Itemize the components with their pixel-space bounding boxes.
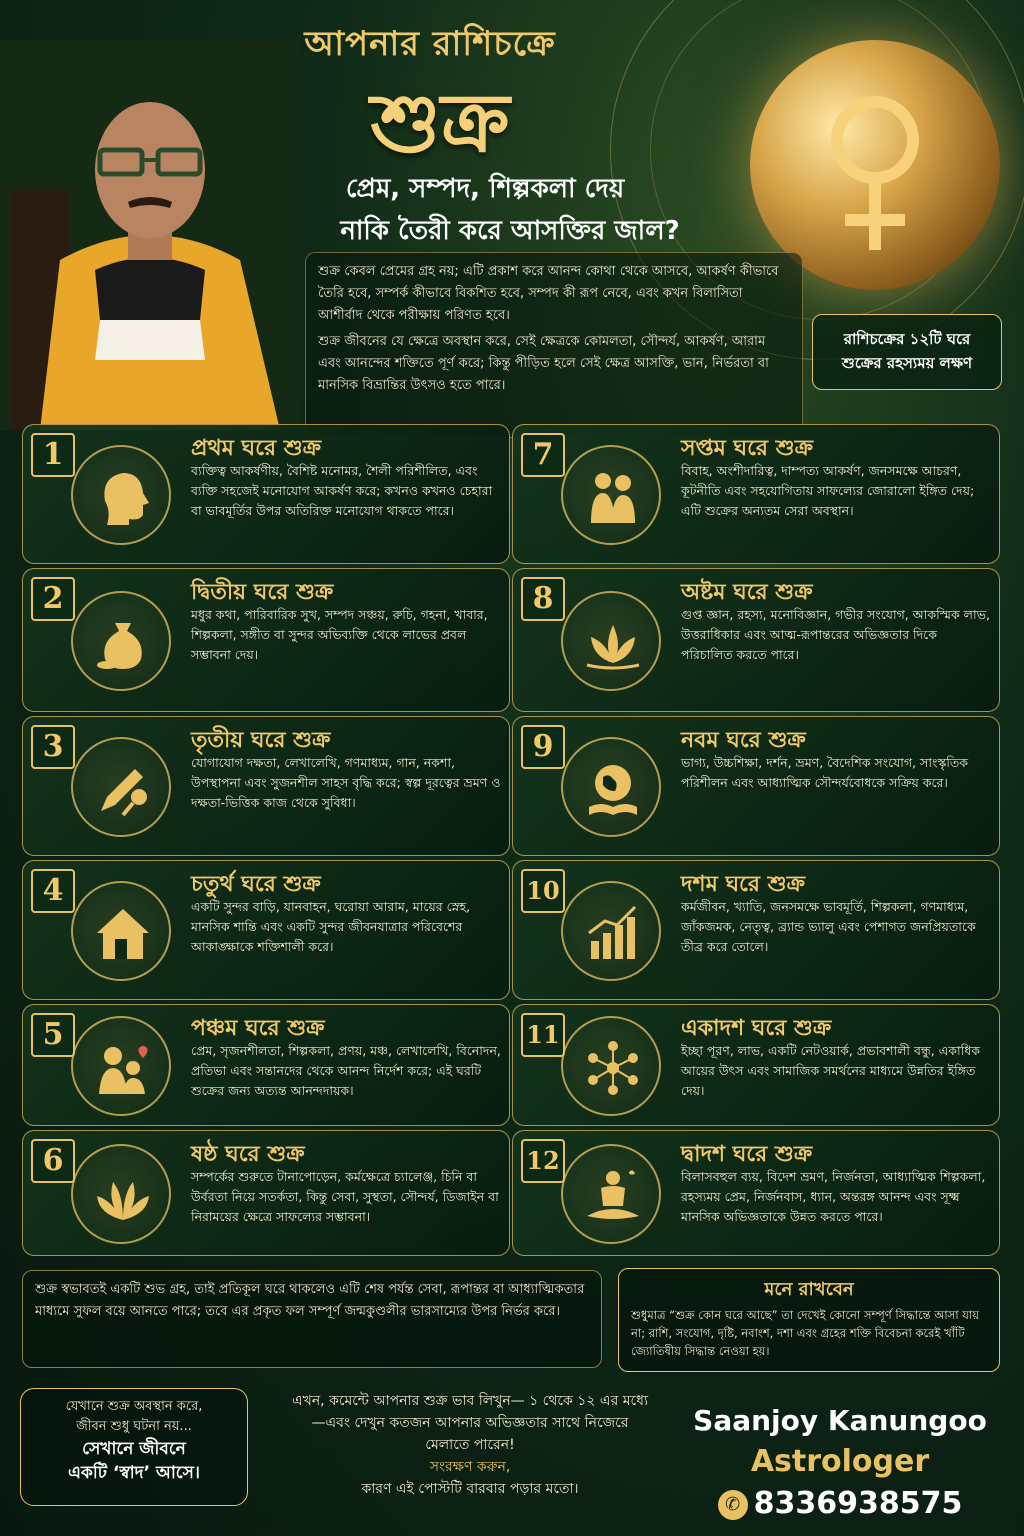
couple-icon	[561, 445, 661, 545]
house-title: দ্বাদশ ঘরে শুক্র	[681, 1142, 813, 1167]
house-description: ব্যক্তিত্ব আকর্ষণীয়, বৈশিষ্ট মনোমর, শৈলী পরিশীলিত, এবং ব্যক্তি সহজেই মনোযোগ আকর্ষণ করে; কখনও কখনও চেহারা বা ভাবমূর্তির উপর অতিরিক্ত মনোযোগ থাকতে পারে।	[191, 463, 493, 518]
house-card-10	[512, 860, 1000, 1000]
question-line1: প্রেম, সম্পদ, শিল্পকলা দেয়	[345, 174, 625, 204]
remember-text: শুধুমাত্র “শুক্র কোন ঘরে আছে” তা দেখেই কোনো সম্পূর্ণ সিদ্ধান্তে আসা যায় না; রাশি, সংযোগ, দৃষ্টি, নবাংশ, দশা এবং গ্রহের শক্তি বিবেচনা করেই খাঁটি জ্যোতিষীয় সিদ্ধান্ত নেওয়া হয়।	[631, 1308, 979, 1358]
house-title: প্রথম ঘরে শুক্র	[191, 436, 322, 461]
quote-line4: একটি ‘স্বাদ’ আসে।	[68, 1463, 200, 1483]
house-description: একটি সুন্দর বাড়ি, যানবাহন, ঘরোয়া আরাম, মায়ের স্নেহ, মানসিক শান্তি এবং একটি সুন্দর জীবনযাত্রার পরিবেশের আকাঙ্ক্ষাকে শক্তিশালী করে।	[191, 899, 471, 954]
lotus-icon	[561, 591, 661, 691]
house-card-6	[22, 1130, 510, 1256]
call-to-action	[290, 1390, 650, 1500]
intro-paragraph-1: শুক্র কেবল প্রেমের গ্রহ নয়; এটি প্রকাশ করে আনন্দ কোথা থেকে আসবে, আকর্ষণ কীভাবে তৈরি হবে, সম্পর্ক কীভাবে বিকশিত হবে, সম্পদ কী রূপ নেবে, এবং কখন বিলাসিতা আশীর্বাদ থেকে পরীক্ষায় পরিণত হবে।	[318, 264, 779, 323]
intro-box	[305, 252, 803, 438]
house-number-badge: 4	[31, 869, 75, 913]
house-title: ষষ্ঠ ঘরে শুক্র	[191, 1142, 305, 1167]
page-title-main: শুক্র	[370, 76, 510, 171]
intro-paragraph-2: শুক্র জীবনের যে ক্ষেত্রে অবস্থান করে, সেই ক্ষেত্রকে কোমলতা, সৌন্দর্য, আকর্ষণ, আরাম এবং আনন্দের শক্তিতে পূর্ণ করে; কিন্তু পীড়িত হলে সেই ক্ষেত্র আসক্তি, ভান, নির্ভরতা বা মানসিক বিভ্রান্তির উৎসও হতে পারে।	[318, 334, 769, 393]
house-card-2	[22, 568, 510, 712]
house-number-badge: 9	[521, 725, 565, 769]
pen-microphone-icon	[71, 737, 171, 837]
house-card-5	[22, 1004, 510, 1126]
network-icon	[561, 1016, 661, 1116]
phone-icon: ✆	[718, 1490, 748, 1520]
house-description: বিবাহ, অংশীদারিত্ব, দাম্পত্য আকর্ষণ, জনসমক্ষে আচরণ, কূটনীতি এবং সহযোগিতায় সাফল্যের জোরালো ইঙ্গিত দেয়; এটি শুক্রের অন্যতম সেরা অবস্থান।	[681, 463, 975, 518]
house-card-8	[512, 568, 1000, 712]
head-profile-icon	[71, 445, 171, 545]
house-description: বিলাসবহুল ব্যয়, বিদেশ ভ্রমণ, নির্জনতা, আধ্যাত্মিক শিল্পকলা, রহস্যময় প্রেম, নির্জনবাস, ধ্যান, অন্তরঙ্গ আনন্দ এবং সূক্ষ্ম মানসিক অভিজ্ঞতাকে উন্নত করতে পারে।	[681, 1169, 986, 1224]
astrologer-portrait	[0, 40, 300, 430]
house-number-badge: 10	[521, 869, 565, 913]
house-card-12	[512, 1130, 1000, 1256]
couple-heart-icon	[71, 1016, 171, 1116]
house-description: কর্মজীবন, খ্যাতি, জনসমক্ষে ভাবমূর্তি, শিল্পকলা, গণমাধ্যম, জাঁকজমক, নেতৃত্ব, ব্র্যান্ড ভ্যালু এবং পেশাগত জনপ্রিয়তাকে তীব্র করে তোলে।	[681, 899, 976, 954]
quote-line2: জীবন শুধু ঘটনা নয়...	[76, 1419, 192, 1434]
astrologer-name: Saanjoy Kanungoo	[693, 1404, 987, 1437]
house-card-3	[22, 716, 510, 856]
house-description: ভাগ্য, উচ্চশিক্ষা, দর্শন, ভ্রমণ, বৈদেশিক সংযোগ, সাংস্কৃতিক পরিশীলন এবং আধ্যাত্মিক সৌন্দর্যবোধকে সক্রিয় করে।	[681, 755, 969, 790]
house-title: দ্বিতীয় ঘরে শুক্র	[191, 580, 334, 605]
phone-number-link[interactable]	[670, 1486, 1010, 1521]
house-number-badge: 11	[521, 1013, 565, 1057]
house-title: অষ্টম ঘরে শুক্র	[681, 580, 813, 605]
house-number-badge: 3	[31, 725, 75, 769]
lotus-leaf-icon	[71, 1144, 171, 1244]
badge-line2: শুক্রের রহস্যময় লক্ষণ	[841, 354, 973, 372]
house-description: মধুর কথা, পারিবারিক সুখ, সম্পদ সঞ্চয়, রুচি, গহনা, খাবার, শিল্পকলা, সঙ্গীত বা সুন্দর অভিব্যক্তি থেকে লাভের প্রবল সম্ভাবনা দেয়।	[191, 607, 488, 662]
money-bag-icon	[71, 591, 171, 691]
remember-title: মনে রাখবেন	[764, 1279, 854, 1300]
house-card-9	[512, 716, 1000, 856]
house-number-badge: 1	[31, 433, 75, 477]
quote-line1: যেখানে শুক্র অবস্থান করে,	[65, 1399, 203, 1414]
house-number-badge: 6	[31, 1139, 75, 1183]
badge-line1: রাশিচক্রের ১২টি ঘরে	[843, 330, 971, 348]
quote-box	[20, 1388, 248, 1506]
question-line2: নাকি তৈরী করে আসক্তির জাল?	[340, 216, 680, 246]
house-description: প্রেম, সৃজনশীলতা, শিল্পকলা, প্রণয়, মঞ্চ, লেখালেখি, বিনোদন, প্রতিভা এবং সন্তানদের থেকে আনন্দ নির্দেশ করে; এই ঘরটি শুক্রের জন্য অত্যন্ত আনন্দদায়ক।	[191, 1043, 501, 1098]
cta-text: এখন, কমেন্টে আপনার শুক্র ভাব লিখুন— ১ থেকে ১২ এর মধ্যে—এবং দেখুন কতজন আপনার অভিজ্ঞতার সাথে নিজেরে মেলাতে পারেন!	[291, 1393, 649, 1453]
summary-box: শুক্র স্বভাবতই একটি শুভ গ্রহ, তাই প্রতিকূল ঘরে থাকলেও এটি শেষ পর্যন্ত সেবা, রূপান্তর বা আধ্যাত্মিকতার মাধ্যমে সুফল বয়ে আনতে পারে; তবে এর প্রকৃত ফল সম্পূর্ণ জন্মকুণ্ডলীর ভারসাম্যের উপর নির্ভর করে।	[22, 1270, 602, 1368]
house-number-badge: 12	[521, 1139, 565, 1183]
growth-chart-icon	[561, 881, 661, 981]
page-title-line1: আপনার রাশিচক্রে	[304, 24, 556, 64]
house-number-badge: 5	[31, 1013, 75, 1057]
house-title: সপ্তম ঘরে শুক্র	[681, 436, 814, 461]
cta-save-line2: কারণ এই পোস্টটি বারবার পড়ার মতো।	[361, 1481, 579, 1497]
house-title: দশম ঘরে শুক্র	[681, 872, 805, 897]
house-number-badge: 8	[521, 577, 565, 621]
globe-book-icon	[561, 737, 661, 837]
home-heart-icon	[71, 881, 171, 981]
cta-save-line1: সংরক্ষণ করুন,	[429, 1459, 511, 1475]
house-number-badge: 7	[521, 433, 565, 477]
meditation-icon	[561, 1144, 661, 1244]
house-card-7	[512, 424, 1000, 564]
house-title: তৃতীয় ঘরে শুক্র	[191, 728, 331, 753]
house-description: যোগাযোগ দক্ষতা, লেখালেখি, গণমাধ্যম, গান, নকশা, উপস্থাপনা এবং সুজনশীল সাহস বৃদ্ধি করে; স্বল্প দূরত্বের ভ্রমণ ও দক্ষতা-ভিত্তিক কাজ থেকে সুবিধা।	[191, 755, 501, 810]
house-title: একাদশ ঘরে শুক্র	[681, 1016, 832, 1041]
house-number-badge: 2	[31, 577, 75, 621]
house-title: নবম ঘরে শুক্র	[681, 728, 806, 753]
astrologer-role: Astrologer	[750, 1444, 930, 1479]
house-description: ইচ্ছা পূরণ, লাভ, একটি নেটওয়ার্ক, প্রভাবশালী বন্ধু, একাধিক আয়ের উৎস এবং সামাজিক সমর্থনের মাধ্যমে উন্নতির ইঙ্গিত দেয়।	[681, 1043, 980, 1098]
house-card-1	[22, 424, 510, 564]
house-description: গুপ্ত জ্ঞান, রহস্য, মনোবিজ্ঞান, গভীর সংযোগ, আকস্মিক লাভ, উত্তরাধিকার এবং আত্ম-রূপান্তরের অভিজ্ঞতার দিকে পরিচালিত করতে পারে।	[681, 607, 990, 662]
quote-line3: সেখানে জীবনে	[82, 1439, 186, 1459]
house-card-4	[22, 860, 510, 1000]
house-title: পঞ্চম ঘরে শুক্র	[191, 1016, 325, 1041]
house-card-11	[512, 1004, 1000, 1126]
twelve-houses-badge	[812, 314, 1002, 390]
phone-number: 8336938575	[753, 1486, 963, 1521]
house-description: সম্পর্কের শুরুতে টানাপোড়েন, কর্মক্ষেত্রে চ্যালেঞ্জ, চিনি বা উর্বরতা নিয়ে সতর্কতা, কিন্তু সেবা, সুস্থতা, সৌন্দর্য, ডিজাইন বা নিরাময়ের ক্ষেত্রে সাফল্যের সম্ভাবনা।	[191, 1169, 499, 1224]
remember-box	[618, 1268, 1000, 1372]
house-title: চতুর্থ ঘরে শুক্র	[191, 872, 321, 897]
